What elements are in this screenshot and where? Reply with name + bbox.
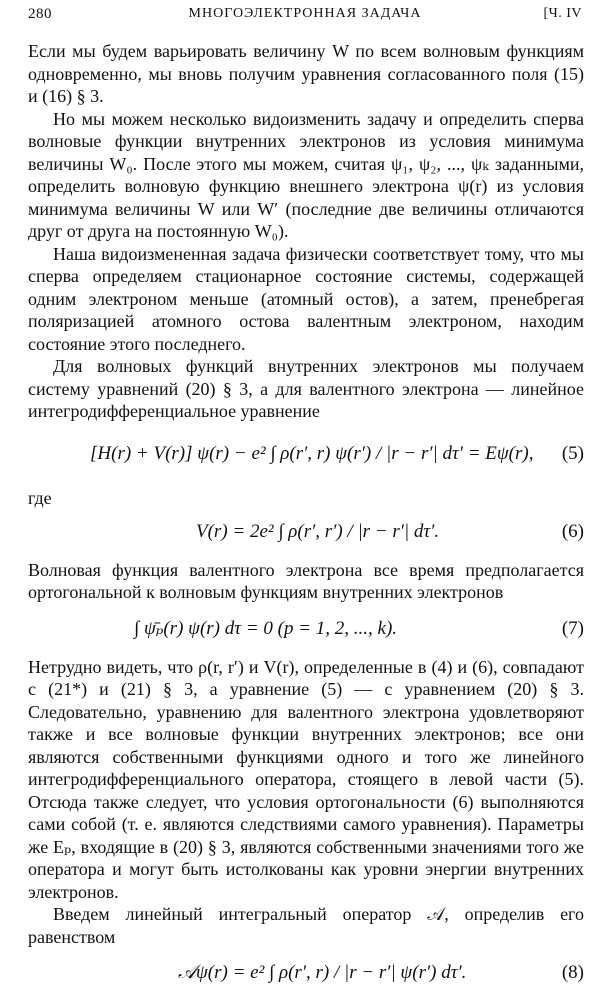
running-header: [28, 6, 582, 30]
paragraph-1: Если мы будем варьировать величину W по всем волновым функциям одновременно, мы вновь получим уравнения согласованного поля (15) и (16) § 3.: [28, 41, 584, 106]
chapter-label: [Ч. IV: [543, 6, 582, 21]
equation-8: [28, 954, 584, 994]
running-title: МНОГОЭЛЕКТРОННАЯ ЗАДАЧА: [188, 6, 422, 21]
page-body: [28, 40, 584, 1000]
paragraph-4: Для волновых функций внутренних электронов мы получаем систему уравнений (20) § 3, а для валентного электрона — линейное интегродифференциальное уравнение: [28, 356, 584, 421]
equation-6-number: (6): [561, 520, 584, 542]
equation-5-number: (5): [561, 442, 584, 464]
paragraph-6: Нетрудно видеть, что ρ(r, r′) и V(r), определенные в (4) и (6), совпадают с (21*) и (21) § 3, а уравнение (5) — с уравнением (20) § 3. Следовательно, уравнению для валентного электрона удовлетворяют также и все волновые функции внутренних электронов; все они являются собственными функциями одного и того же линейного интегродифференциального оператора, стоящего в левой части (5). Отсюда также следует, что условия ортогональности (6) выполняются сами собой (т. е. являются следствиями самого уравнения). Параметры же Eₚ, входящие в (20) § 3, являются собственными значениями того же оператора и могут быть истолкованы как уровни энергии внутренних электронов.: [28, 656, 584, 902]
equation-8-number: (8): [561, 962, 584, 983]
page-number: 280: [28, 6, 52, 22]
equation-7-expression: ∫ ψ̄ₚ(r) ψ(r) dτ = 0 (p = 1, 2, ..., k).: [134, 617, 398, 639]
equation-6: [28, 513, 584, 553]
equation-8-expression: 𝒜ψ(r) = e² ∫ ρ(r′, r) / |r − r′| ψ(r′) dτ′.: [178, 962, 467, 983]
paragraph-2: Но мы можем несколько видоизменить задачу и определить сперва волновые функции внутренних электронов из условия минимума величины W₀. После этого мы можем, считая ψ₁, ψ₂, ..., ψₖ заданными, определить волновую функцию внешнего электрона ψ(r) из условия минимума величины W или W′ (последние две величины отличаются друг от друга на постоянную W₀).: [28, 108, 584, 241]
equation-5: [28, 429, 584, 481]
equation-6-expression: V(r) = 2e² ∫ ρ(r′, r′) / |r − r′| dτ′.: [196, 520, 440, 542]
equation-7-number: (7): [561, 617, 584, 639]
paragraph-7: Введем линейный интегральный оператор 𝒜, определив его равенством: [28, 904, 584, 947]
word-gde: где: [28, 487, 52, 508]
equation-5-expression: [H(r) + V(r)] ψ(r) − e² ∫ ρ(r′, r) ψ(r′) / |r − r′| dτ′ = Eψ(r),: [90, 442, 534, 464]
paragraph-3: Наша видоизмененная задача физически соответствует тому, что мы сперва определяем стационарное состояние системы, содержащей одним электроном меньше (атомный остов), а затем, пренебрегая поляризацией атомного остова валентным электроном, находим состояние этого последнего.: [28, 243, 584, 354]
equation-7: [28, 610, 584, 650]
paragraph-5: Волновая функция валентного электрона все время предполагается ортогональной к волновым функциям внутренних электронов: [28, 559, 584, 602]
